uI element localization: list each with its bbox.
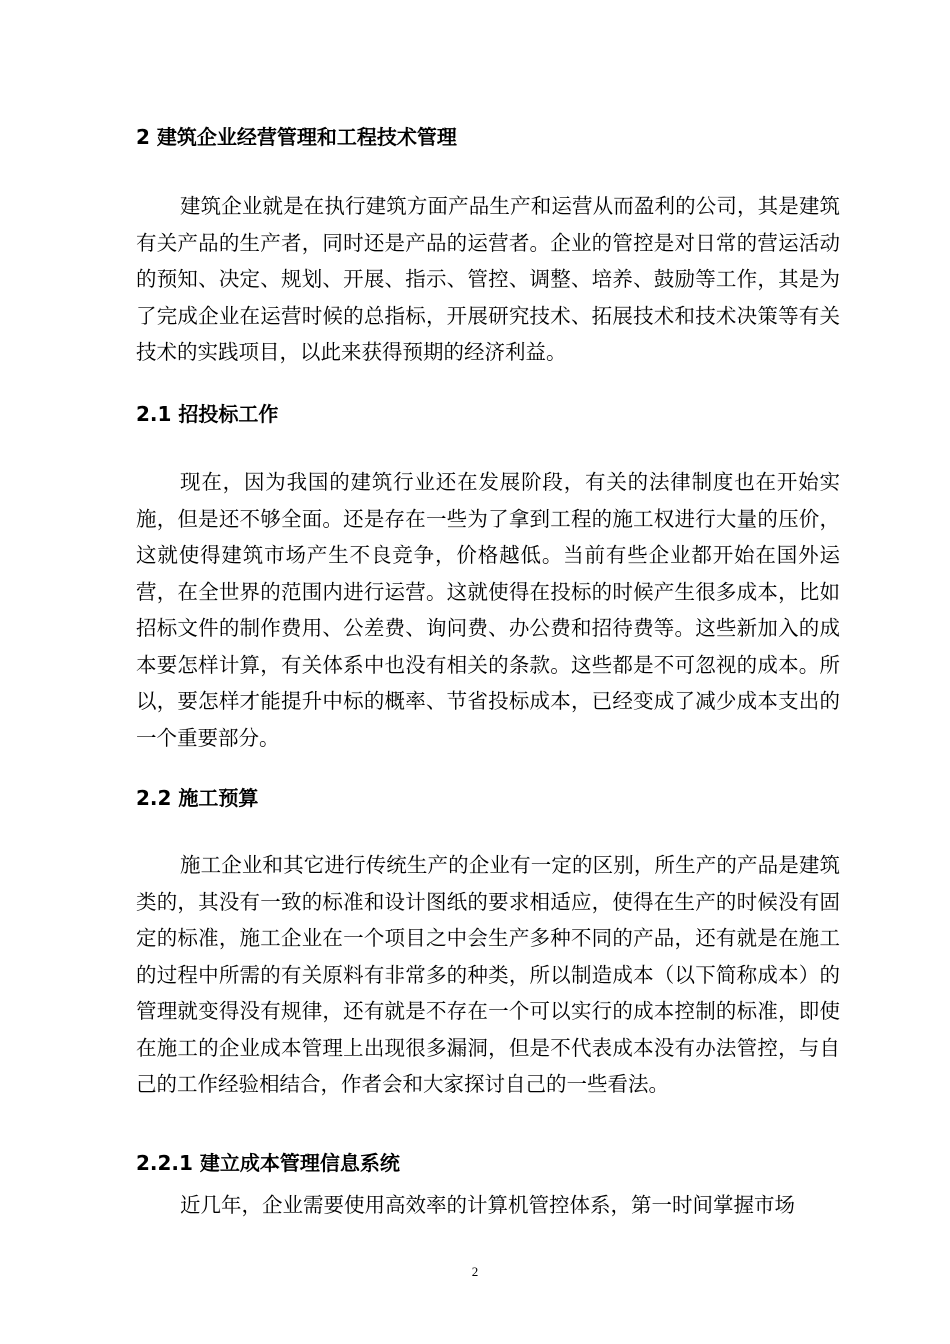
section-heading: 2.1 招投标工作 [136, 402, 279, 426]
section-heading: 2.2.1 建立成本管理信息系统 [136, 1151, 400, 1175]
section-2-1 [136, 401, 840, 427]
paragraph: 近几年，企业需要使用高效率的计算机管控体系，第一时间掌握市场 [180, 1193, 795, 1217]
page-number: 2 [471, 1264, 479, 1279]
paragraph: 建筑企业就是在执行建筑方面产品生产和运营从而盈利的公司，其是建筑有关产品的生产者，同时还是产品的运营者。企业的管控是对日常的营运活动的预知、决定、规划、开展、指示、管控、调整、培养、鼓励等工作，其是为了完成企业在运营时候的总指标，开展研究技术、拓展技术和技术决策等有关技术的实践项目，以此来获得预期的经济利益。 [136, 194, 840, 364]
section-2 [136, 124, 840, 150]
section-2-2-1 [136, 1150, 840, 1176]
section-2-2 [136, 785, 840, 811]
section-2-1-body [136, 464, 840, 756]
paragraph: 施工企业和其它进行传统生产的企业有一定的区别，所生产的产品是建筑类的，其没有一致的标准和设计图纸的要求相适应，使得在生产的时候没有固定的标准，施工企业在一个项目之中会生产多种不同的产品，还有就是在施工的过程中所需的有关原料有非常多的种类，所以制造成本（以下简称成本）的管理就变得没有规律，还有就是不存在一个可以实行的成本控制的标准，即使在施工的企业成本管理上出现很多漏洞，但是不代表成本没有办法管控，与自己的工作经验相结合，作者会和大家探讨自己的一些看法。 [136, 853, 840, 1096]
section-heading: 2.2 施工预算 [136, 786, 259, 810]
section-2-2-1-body [136, 1187, 840, 1224]
section-heading: 2 建筑企业经营管理和工程技术管理 [136, 125, 457, 149]
paragraph: 现在，因为我国的建筑行业还在发展阶段，有关的法律制度也在开始实施，但是还不够全面。还是存在一些为了拿到工程的施工权进行大量的压价，这就使得建筑市场产生不良竞争，价格越低。当前有些企业都开始在国外运营，在全世界的范围内进行运营。这就使得在投标的时候产生很多成本，比如招标文件的制作费用、公差费、询问费、办公费和招待费等。这些新加入的成本要怎样计算，有关体系中也没有相关的条款。这些都是不可忽视的成本。所以，要怎样才能提升中标的概率、节省投标成本，已经变成了减少成本支出的一个重要部分。 [136, 470, 840, 750]
section-2-2-body [136, 847, 840, 1103]
section-2-body [136, 188, 840, 371]
